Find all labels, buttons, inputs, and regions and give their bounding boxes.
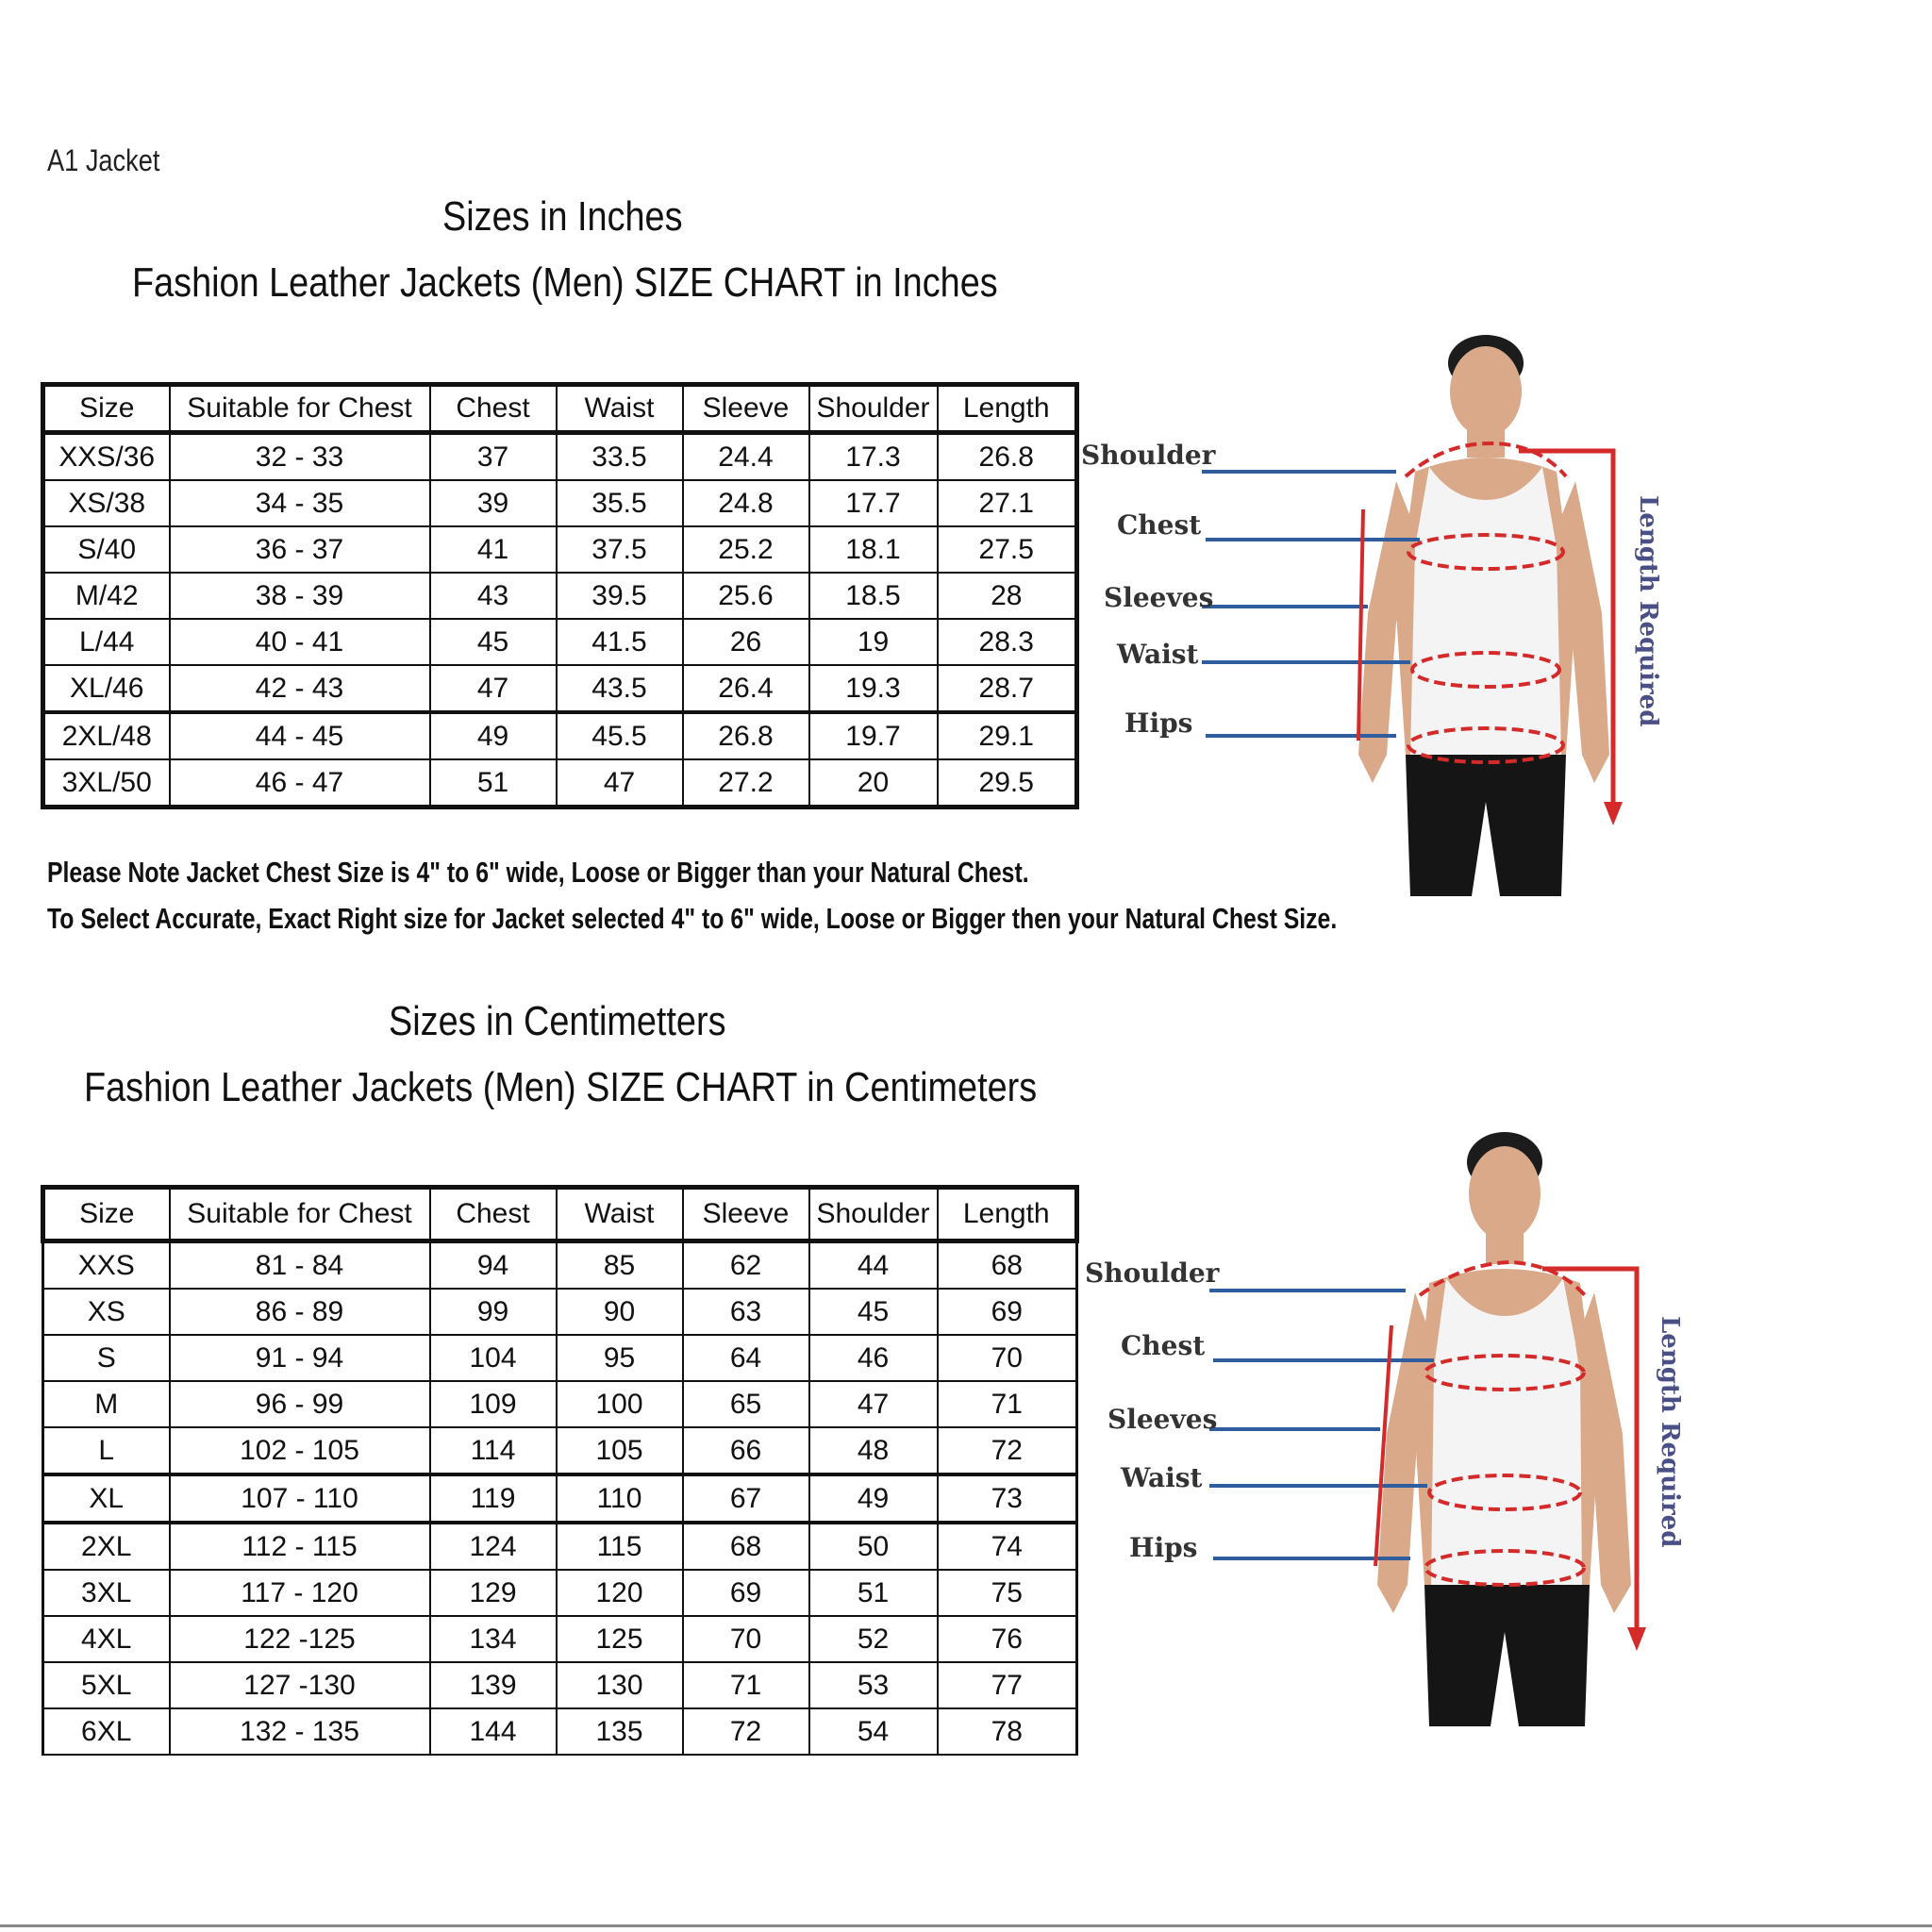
cell-shoulder: 51 [809, 1570, 938, 1616]
cell-sleeve: 71 [683, 1662, 809, 1708]
cell-sleeve: 25.2 [683, 526, 809, 573]
cell-size: 2XL/48 [43, 712, 170, 759]
cell-suitable-for-chest: 36 - 37 [170, 526, 430, 573]
brand-label: A1 Jacket [47, 143, 160, 177]
cell-shoulder: 44 [809, 1241, 938, 1290]
cell-chest: 49 [430, 712, 557, 759]
figure-label-hips: Hips [1124, 708, 1193, 739]
column-header-size: Size [43, 1188, 170, 1241]
cell-sleeve: 24.4 [683, 433, 809, 481]
cell-length: 78 [938, 1708, 1077, 1755]
centimeters-subheading: Fashion Leather Jackets (Men) SIZE CHART in Centimeters [84, 1064, 1038, 1110]
cell-sleeve: 25.6 [683, 573, 809, 619]
measurement-figure-inches [1081, 311, 1670, 896]
bottom-divider [0, 1924, 1932, 1927]
cell-waist: 45.5 [557, 712, 683, 759]
cell-suitable-for-chest: 32 - 33 [170, 433, 430, 481]
figure-label-length-required: Length Required [1634, 495, 1662, 727]
cell-sleeve: 67 [683, 1474, 809, 1523]
cell-length: 74 [938, 1523, 1077, 1570]
cell-size: 6XL [43, 1708, 170, 1755]
cell-length: 75 [938, 1570, 1077, 1616]
column-header-shoulder: Shoulder [809, 385, 938, 433]
cell-suitable-for-chest: 42 - 43 [170, 665, 430, 712]
cell-length: 70 [938, 1335, 1077, 1381]
figure-label-shoulder: Shoulder [1081, 440, 1216, 471]
cell-sleeve: 62 [683, 1241, 809, 1290]
cell-size: XL/46 [43, 665, 170, 712]
cell-chest: 94 [430, 1241, 557, 1290]
cell-length: 27.1 [938, 480, 1077, 526]
table-row [43, 480, 1077, 526]
cell-waist: 135 [557, 1708, 683, 1755]
figure-label-hips: Hips [1129, 1532, 1198, 1563]
figure-label-chest: Chest [1121, 1330, 1206, 1361]
cell-waist: 43.5 [557, 665, 683, 712]
cell-chest: 39 [430, 480, 557, 526]
cell-shoulder: 45 [809, 1289, 938, 1335]
inches-heading: Sizes in Inches [442, 193, 683, 240]
table-header-row [43, 385, 1077, 433]
cell-size: L/44 [43, 619, 170, 665]
cell-waist: 85 [557, 1241, 683, 1290]
cell-suitable-for-chest: 127 -130 [170, 1662, 430, 1708]
table-row [43, 573, 1077, 619]
column-header-chest: Chest [430, 385, 557, 433]
cell-size: XS [43, 1289, 170, 1335]
cell-waist: 100 [557, 1381, 683, 1427]
figure-label-length-required: Length Required [1656, 1316, 1684, 1548]
cell-suitable-for-chest: 40 - 41 [170, 619, 430, 665]
cell-suitable-for-chest: 81 - 84 [170, 1241, 430, 1290]
cell-waist: 90 [557, 1289, 683, 1335]
cell-shoulder: 49 [809, 1474, 938, 1523]
cell-suitable-for-chest: 132 - 135 [170, 1708, 430, 1755]
cell-chest: 43 [430, 573, 557, 619]
cell-shoulder: 17.3 [809, 433, 938, 481]
column-header-suitable-for-chest: Suitable for Chest [170, 1188, 430, 1241]
table-row [43, 1335, 1077, 1381]
cell-sleeve: 70 [683, 1616, 809, 1662]
cell-shoulder: 17.7 [809, 480, 938, 526]
cell-suitable-for-chest: 91 - 94 [170, 1335, 430, 1381]
cell-length: 29.1 [938, 712, 1077, 759]
cell-chest: 99 [430, 1289, 557, 1335]
selection-note: To Select Accurate, Exact Right size for Jacket selected 4" to 6" wide, Loose or Bigger then your Natural Chest Size. [47, 902, 1338, 935]
table-row [43, 433, 1077, 481]
column-header-waist: Waist [557, 1188, 683, 1241]
inches-subheading: Fashion Leather Jackets (Men) SIZE CHART in Inches [132, 259, 998, 306]
chest-note: Please Note Jacket Chest Size is 4" to 6" wide, Loose or Bigger than your Natural Chest. [47, 856, 1029, 889]
column-header-size: Size [43, 385, 170, 433]
cell-chest: 51 [430, 759, 557, 808]
cell-waist: 37.5 [557, 526, 683, 573]
cell-sleeve: 66 [683, 1427, 809, 1474]
centimeters-table-body [43, 1241, 1077, 1756]
cell-chest: 114 [430, 1427, 557, 1474]
table-header-row [43, 1188, 1077, 1241]
cell-size: XXS [43, 1241, 170, 1290]
cell-size: S/40 [43, 526, 170, 573]
cell-waist: 39.5 [557, 573, 683, 619]
cell-size: M [43, 1381, 170, 1427]
cell-size: S [43, 1335, 170, 1381]
table-row [43, 1616, 1077, 1662]
cell-suitable-for-chest: 122 -125 [170, 1616, 430, 1662]
cell-length: 73 [938, 1474, 1077, 1523]
cell-size: XL [43, 1474, 170, 1523]
cell-length: 68 [938, 1241, 1077, 1290]
cell-sleeve: 64 [683, 1335, 809, 1381]
cell-shoulder: 53 [809, 1662, 938, 1708]
cell-size: 5XL [43, 1662, 170, 1708]
cell-length: 28.3 [938, 619, 1077, 665]
cell-chest: 104 [430, 1335, 557, 1381]
table-row [43, 1662, 1077, 1708]
table-row [43, 712, 1077, 759]
table-row [43, 1474, 1077, 1523]
cell-waist: 120 [557, 1570, 683, 1616]
inches-table-body [43, 433, 1077, 808]
cell-suitable-for-chest: 44 - 45 [170, 712, 430, 759]
cell-shoulder: 19 [809, 619, 938, 665]
cell-suitable-for-chest: 38 - 39 [170, 573, 430, 619]
table-row [43, 1241, 1077, 1290]
cell-size: 2XL [43, 1523, 170, 1570]
table-row [43, 1523, 1077, 1570]
cell-length: 72 [938, 1427, 1077, 1474]
cell-shoulder: 18.1 [809, 526, 938, 573]
table-row [43, 665, 1077, 712]
cell-sleeve: 65 [683, 1381, 809, 1427]
column-header-length: Length [938, 1188, 1077, 1241]
cell-length: 76 [938, 1616, 1077, 1662]
table-row [43, 1427, 1077, 1474]
cell-suitable-for-chest: 117 - 120 [170, 1570, 430, 1616]
table-row [43, 1708, 1077, 1755]
table-row [43, 1289, 1077, 1335]
cell-length: 71 [938, 1381, 1077, 1427]
table-row [43, 1570, 1077, 1616]
column-header-sleeve: Sleeve [683, 385, 809, 433]
cell-waist: 130 [557, 1662, 683, 1708]
figure-label-waist: Waist [1117, 639, 1199, 670]
table-row [43, 526, 1077, 573]
cell-shoulder: 46 [809, 1335, 938, 1381]
cell-suitable-for-chest: 46 - 47 [170, 759, 430, 808]
cell-chest: 124 [430, 1523, 557, 1570]
cell-sleeve: 26.4 [683, 665, 809, 712]
cell-chest: 109 [430, 1381, 557, 1427]
cell-chest: 47 [430, 665, 557, 712]
cell-sleeve: 69 [683, 1570, 809, 1616]
cell-sleeve: 63 [683, 1289, 809, 1335]
inches-size-table [41, 382, 1079, 809]
cell-sleeve: 72 [683, 1708, 809, 1755]
cell-shoulder: 20 [809, 759, 938, 808]
cell-size: L [43, 1427, 170, 1474]
figure-label-sleeves: Sleeves [1108, 1404, 1218, 1435]
figure-label-waist: Waist [1121, 1462, 1203, 1493]
cell-chest: 134 [430, 1616, 557, 1662]
figure-label-shoulder: Shoulder [1085, 1257, 1220, 1289]
cell-size: 3XL/50 [43, 759, 170, 808]
cell-waist: 125 [557, 1616, 683, 1662]
cell-shoulder: 47 [809, 1381, 938, 1427]
cell-chest: 119 [430, 1474, 557, 1523]
cell-waist: 105 [557, 1427, 683, 1474]
cell-waist: 115 [557, 1523, 683, 1570]
figure-label-chest: Chest [1117, 509, 1202, 541]
cell-waist: 47 [557, 759, 683, 808]
cell-shoulder: 19.7 [809, 712, 938, 759]
cell-shoulder: 54 [809, 1708, 938, 1755]
cell-waist: 35.5 [557, 480, 683, 526]
centimeters-size-table [41, 1185, 1079, 1756]
table-row [43, 1381, 1077, 1427]
cell-shoulder: 50 [809, 1523, 938, 1570]
cell-sleeve: 68 [683, 1523, 809, 1570]
cell-waist: 110 [557, 1474, 683, 1523]
cell-sleeve: 24.8 [683, 480, 809, 526]
cell-suitable-for-chest: 86 - 89 [170, 1289, 430, 1335]
column-header-sleeve: Sleeve [683, 1188, 809, 1241]
cell-chest: 144 [430, 1708, 557, 1755]
cell-chest: 41 [430, 526, 557, 573]
cell-chest: 129 [430, 1570, 557, 1616]
cell-shoulder: 19.3 [809, 665, 938, 712]
cell-suitable-for-chest: 102 - 105 [170, 1427, 430, 1474]
cell-waist: 41.5 [557, 619, 683, 665]
column-header-waist: Waist [557, 385, 683, 433]
cell-suitable-for-chest: 112 - 115 [170, 1523, 430, 1570]
centimeters-heading: Sizes in Centimetters [389, 998, 726, 1044]
cell-chest: 37 [430, 433, 557, 481]
cell-size: 4XL [43, 1616, 170, 1662]
cell-suitable-for-chest: 96 - 99 [170, 1381, 430, 1427]
measurement-figure-centimeters [1085, 1123, 1684, 1726]
cell-size: 3XL [43, 1570, 170, 1616]
cell-size: M/42 [43, 573, 170, 619]
cell-size: XXS/36 [43, 433, 170, 481]
cell-length: 28 [938, 573, 1077, 619]
cell-sleeve: 26.8 [683, 712, 809, 759]
column-header-shoulder: Shoulder [809, 1188, 938, 1241]
cell-length: 69 [938, 1289, 1077, 1335]
cell-shoulder: 18.5 [809, 573, 938, 619]
cell-suitable-for-chest: 107 - 110 [170, 1474, 430, 1523]
cell-sleeve: 27.2 [683, 759, 809, 808]
column-header-suitable-for-chest: Suitable for Chest [170, 385, 430, 433]
cell-length: 27.5 [938, 526, 1077, 573]
cell-waist: 33.5 [557, 433, 683, 481]
table-row [43, 619, 1077, 665]
cell-length: 29.5 [938, 759, 1077, 808]
column-header-chest: Chest [430, 1188, 557, 1241]
column-header-length: Length [938, 385, 1077, 433]
cell-size: XS/38 [43, 480, 170, 526]
table-row [43, 759, 1077, 808]
cell-shoulder: 48 [809, 1427, 938, 1474]
cell-shoulder: 52 [809, 1616, 938, 1662]
cell-waist: 95 [557, 1335, 683, 1381]
figure-label-sleeves: Sleeves [1104, 582, 1214, 613]
cell-chest: 139 [430, 1662, 557, 1708]
cell-length: 77 [938, 1662, 1077, 1708]
cell-length: 26.8 [938, 433, 1077, 481]
cell-length: 28.7 [938, 665, 1077, 712]
cell-sleeve: 26 [683, 619, 809, 665]
cell-suitable-for-chest: 34 - 35 [170, 480, 430, 526]
cell-chest: 45 [430, 619, 557, 665]
